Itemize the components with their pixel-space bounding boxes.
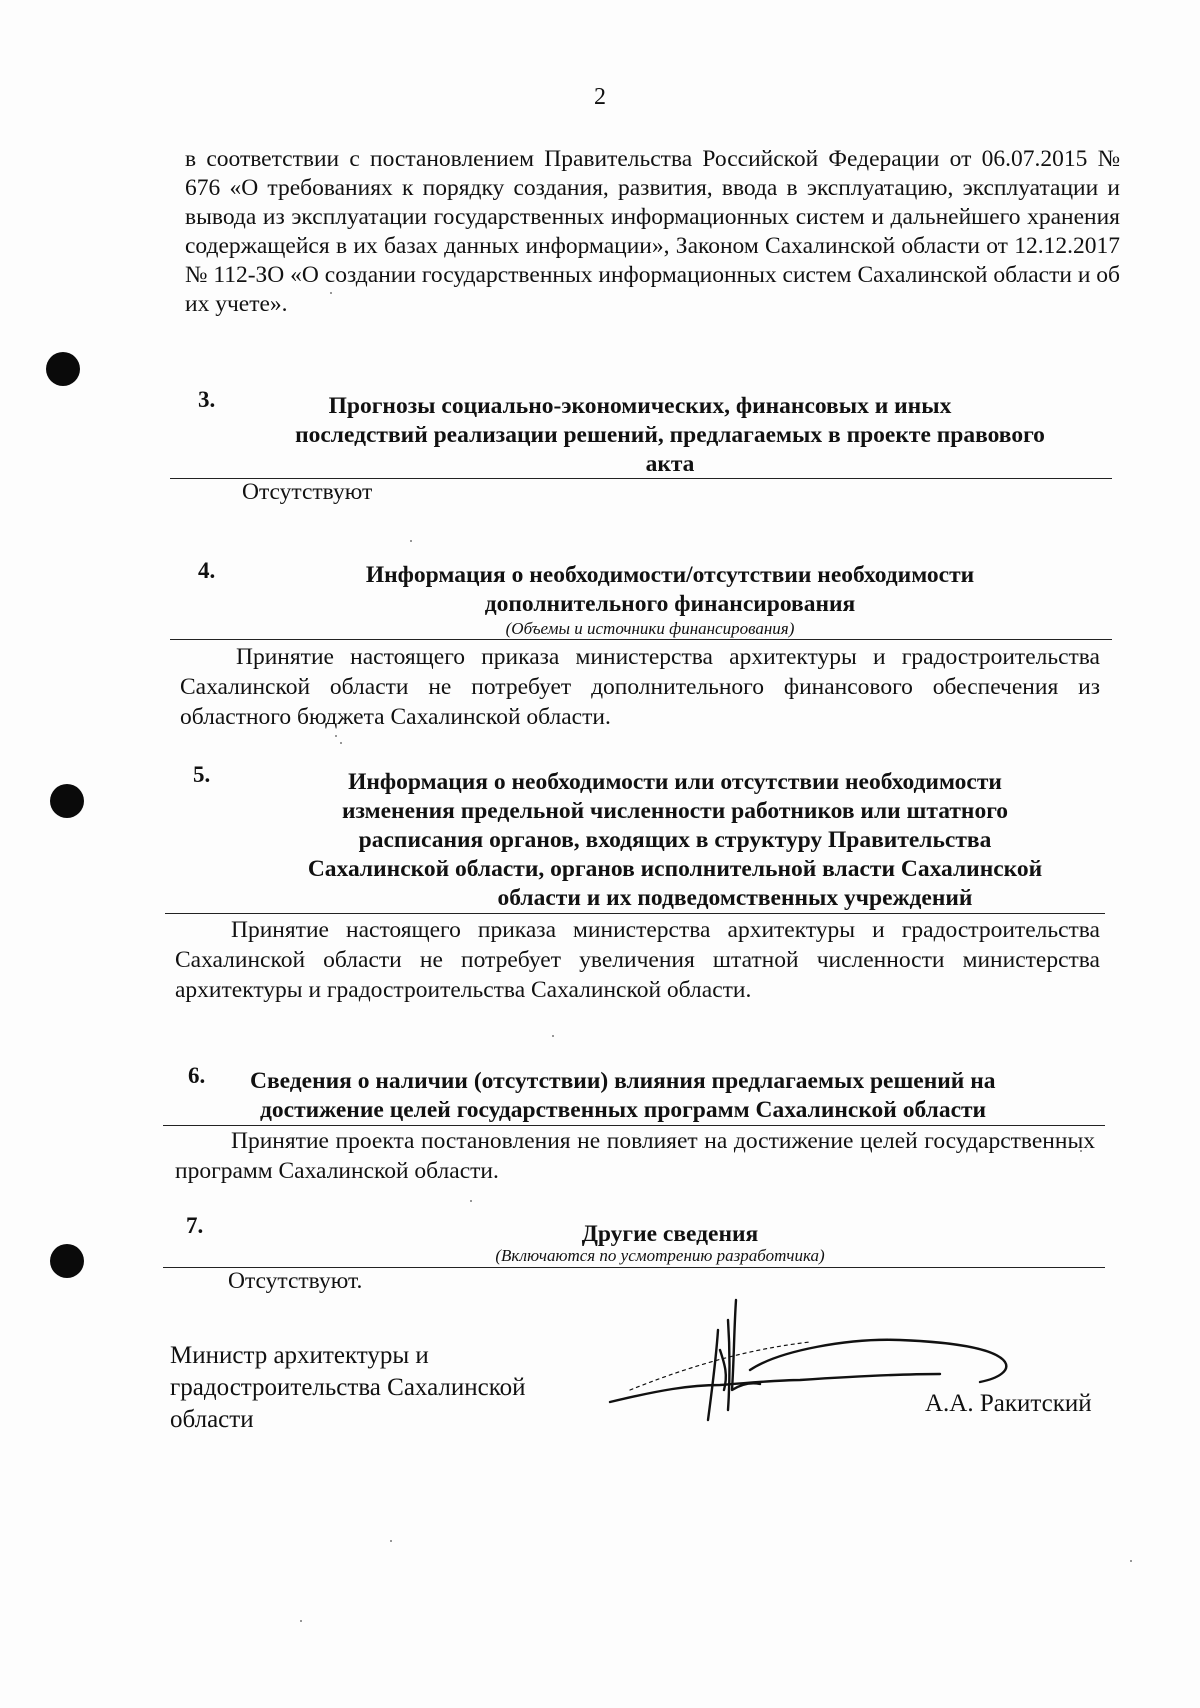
signer-name: А.А. Ракитский — [925, 1390, 1092, 1417]
section-4-rule — [170, 639, 1112, 640]
section-7-title: Другие сведения — [581, 1221, 759, 1247]
page-number: 2 — [594, 84, 606, 110]
punch-hole-icon — [50, 784, 84, 818]
section-6-body: Принятие проекта постановления не повлияет на достижение целей государственных программ Сахалинской области. — [175, 1128, 1095, 1184]
section-7-body: Отсутствуют. — [228, 1268, 363, 1294]
section-4-body: Принятие настоящего приказа министерства архитектуры и градостроительства Сахалинской области не потребует дополнительного финансового обеспечения из областного бюджета Сахалинской области. — [180, 644, 1100, 730]
section-5-number: 5. — [193, 762, 211, 787]
section-7-number: 7. — [186, 1213, 204, 1238]
section-3-title: Прогнозы социально-экономических, финансовых и иных последствий реализации решений, предлагаемых в проекте правового акта — [295, 393, 1045, 477]
section-5-rule — [165, 913, 1105, 914]
section-3-body: Отсутствуют — [242, 479, 373, 505]
section-5-title: Информация о необходимости или отсутствии необходимости изменения предельной численности работников или штатного расписания органов, входящих в структуру Правительства Сахалинской области, органов исполнительной власти Сахалинской области и их подведомственных учреждений — [307, 769, 1043, 911]
intro-paragraph: в соответствии с постановлением Правительства Российской Федерации от 06.07.2015 № 676 «О требованиях к порядку создания, развития, ввода в эксплуатацию, эксплуатации и вывода из эксплуатации государственных информационных систем и дальнейшего хранения содержащейся в их базах данных информации», Законом Сахалинской области от 12.12.2017 № 112-ЗО «О создании государственных информационных систем Сахалинской области и об их учете». — [185, 146, 1120, 317]
section-3-number: 3. — [198, 387, 216, 412]
section-4-note: (Объемы и источники финансирования) — [505, 619, 795, 638]
section-7-note: (Включаются по усмотрению разработчика) — [495, 1246, 825, 1265]
section-6-number: 6. — [188, 1063, 206, 1088]
section-4-title: Информация о необходимости/отсутствии необходимости дополнительного финансирования — [365, 562, 975, 617]
signer-position: Министр архитектуры и градостроительства Сахалинской области — [170, 1342, 526, 1433]
section-4-number: 4. — [198, 558, 216, 583]
section-5-body: Принятие настоящего приказа министерства архитектуры и градостроительства Сахалинской области не потребует увеличения штатной численности министерства архитектуры и градостроительства Сахалинской области. — [175, 917, 1100, 1003]
punch-hole-icon — [46, 352, 80, 386]
punch-hole-icon — [50, 1244, 84, 1278]
section-6-title: Сведения о наличии (отсутствии) влияния предлагаемых решений на достижение целей государственных программ Сахалинской области — [250, 1068, 996, 1123]
